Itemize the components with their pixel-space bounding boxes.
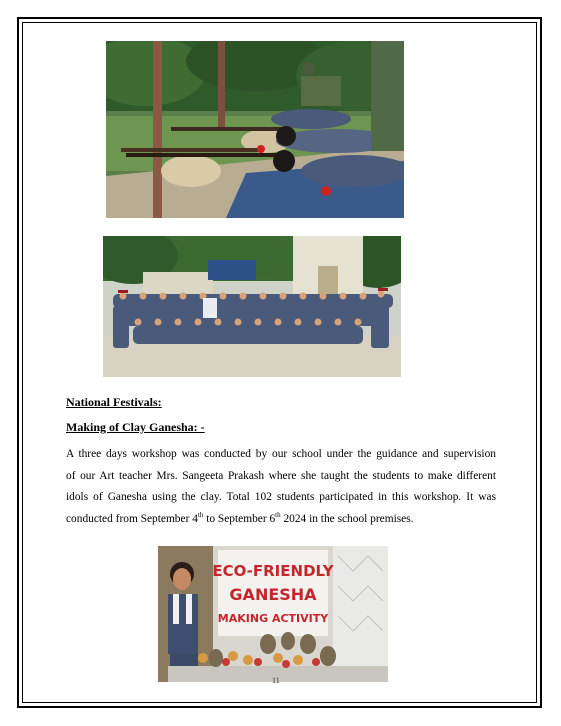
paragraph-line-3: idols of Ganesha using the clay. Total 102 students participated in this workshop. It was — [66, 491, 496, 503]
paragraph-line-2: of our Art teacher Mrs. Sangeeta Prakash where she taught the students to make different — [66, 469, 496, 482]
section-subheading: Making of Clay Ganesha: - — [66, 420, 205, 434]
eco-friendly-ganesha-photo — [158, 546, 388, 682]
workshop-paragraph — [66, 444, 496, 530]
group-photo — [103, 236, 401, 377]
paragraph-line-4: conducted from September 4th to September 6th 2024 in the school premises. — [66, 510, 414, 525]
page-number: 11 — [272, 676, 280, 685]
section-heading: National Festivals: — [66, 395, 162, 409]
poster-line-3: MAKING ACTIVITY — [217, 612, 329, 625]
poster-line-2: GANESHA — [229, 585, 317, 604]
poster-line-1: ECO-FRIENDLY — [212, 562, 334, 580]
rifle-shooting-photo — [106, 41, 404, 218]
paragraph-line-1: A three days workshop was conducted by our school under the guidance and supervision — [66, 448, 496, 460]
